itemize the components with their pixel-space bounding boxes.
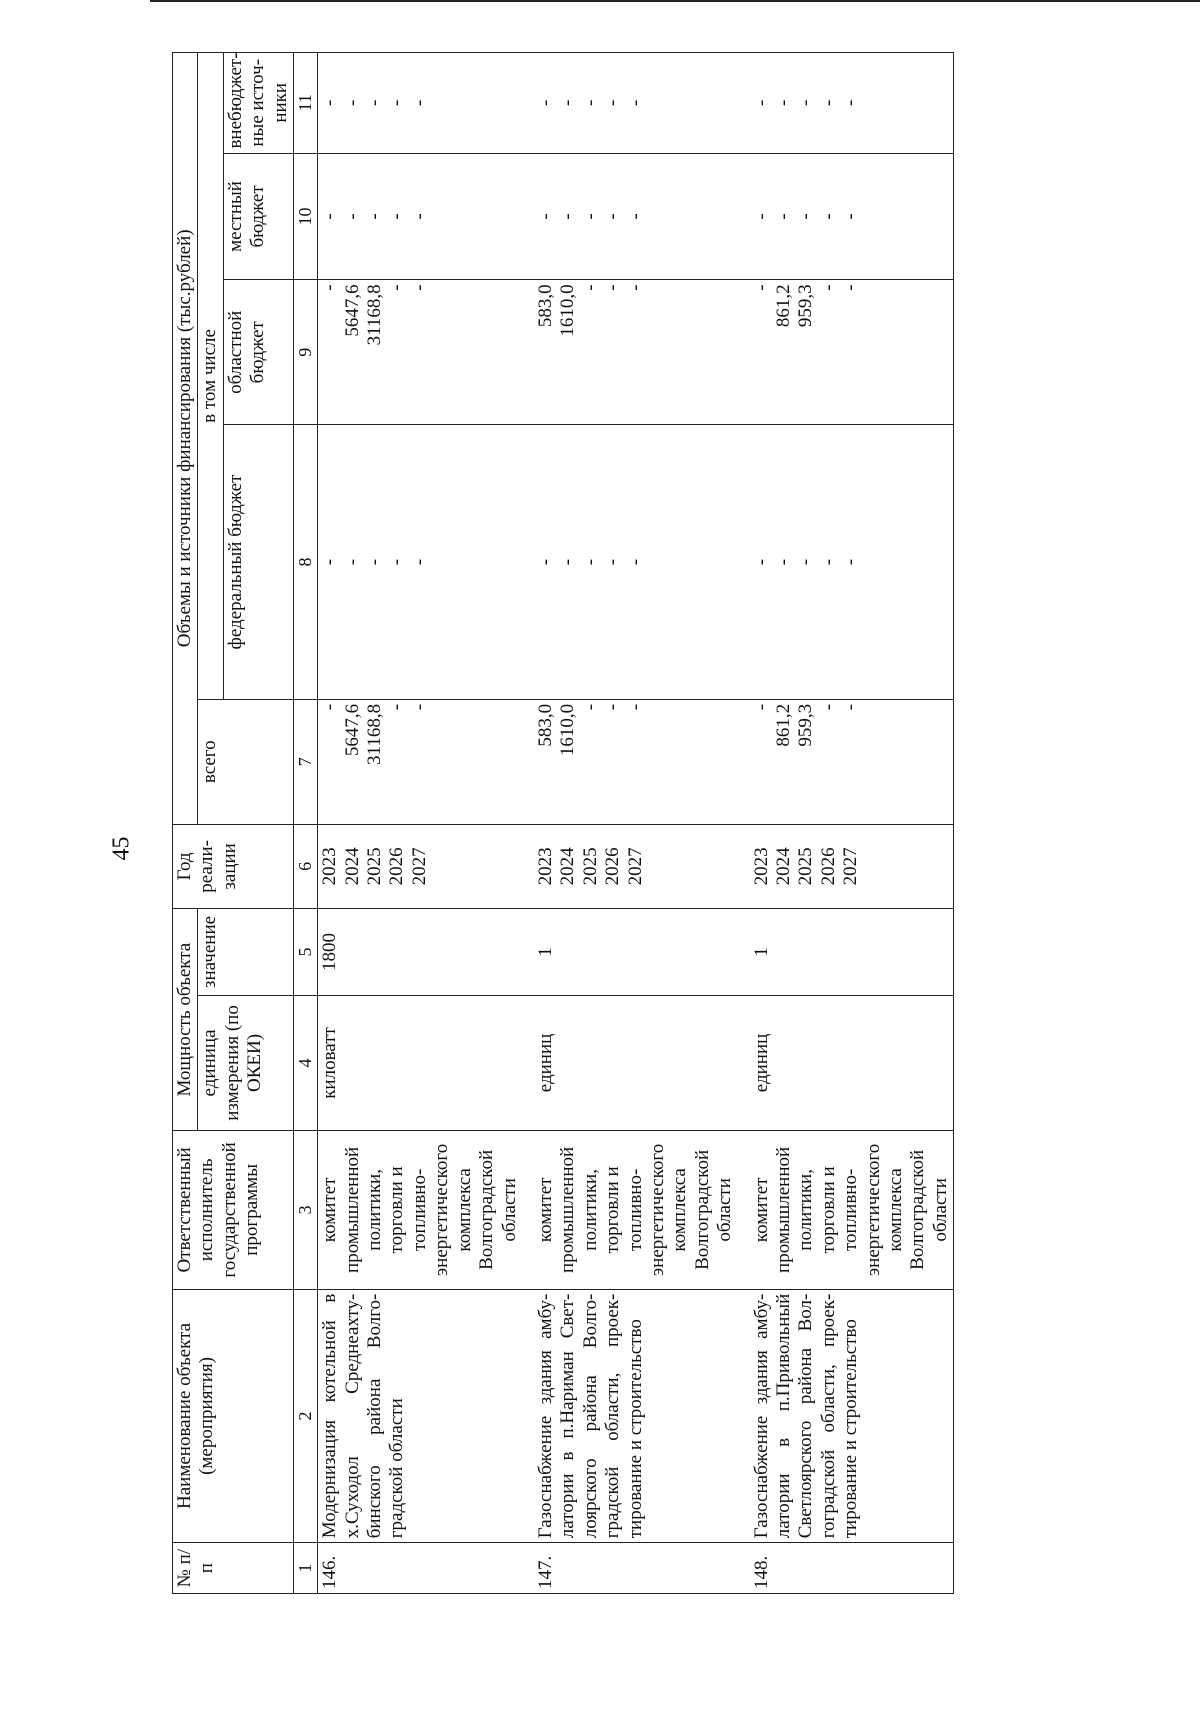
- local-value: -: [579, 213, 601, 220]
- unit: единиц: [750, 995, 954, 1130]
- local-value: -: [534, 213, 556, 220]
- executor: комитет промышленной политики, торговли и топливно-энергетического комплекса Волгоградской области: [318, 1131, 522, 1290]
- federal-value: -: [795, 558, 817, 566]
- colnum-11: 11: [294, 53, 318, 154]
- extra: [534, 53, 738, 154]
- row-number: 148.: [750, 1543, 954, 1594]
- header-federal: федеральный бюджет: [223, 425, 293, 700]
- capacity-value: 1: [750, 909, 954, 996]
- regional-value: -: [817, 284, 839, 291]
- header-total: всего: [198, 699, 294, 824]
- federal-value: -: [386, 558, 408, 566]
- row-number: 146.: [318, 1543, 522, 1594]
- year-cell: 2023: [750, 847, 772, 886]
- capacity-value: 1: [534, 909, 738, 996]
- total-value: 861,2: [772, 703, 794, 747]
- extra-value: -: [750, 99, 772, 106]
- total-value: -: [602, 703, 624, 711]
- unit: единиц: [534, 995, 738, 1130]
- extra-value: -: [602, 99, 624, 106]
- unit: киловатт: [318, 995, 522, 1130]
- total-value: -: [750, 703, 772, 711]
- extra-value: -: [579, 99, 601, 106]
- extra-value: -: [534, 99, 556, 106]
- colnum-6: 6: [294, 824, 318, 909]
- row-number: 147.: [534, 1543, 738, 1594]
- total-value: 5647,6: [341, 703, 363, 757]
- total-value: -: [319, 703, 341, 711]
- regional-value: -: [624, 284, 646, 291]
- executor: комитет промышленной политики, торговли и топливно-энергетического комплекса Волгоградской области: [750, 1131, 954, 1290]
- extra-value: -: [386, 99, 408, 106]
- colnum-10: 10: [294, 153, 318, 280]
- year-cell: 2027: [840, 847, 862, 886]
- total: [534, 699, 738, 824]
- federal: [318, 425, 522, 700]
- regional-value: -: [319, 284, 341, 291]
- total-value: -: [579, 703, 601, 711]
- regional-value: -: [386, 284, 408, 291]
- federal-value: -: [750, 558, 772, 566]
- capacity-value: 1800: [318, 909, 522, 996]
- local-value: -: [408, 213, 430, 220]
- extra-value: -: [624, 99, 646, 106]
- regional-value: -: [408, 284, 430, 291]
- total-value: -: [624, 703, 646, 711]
- colnum-9: 9: [294, 280, 318, 425]
- year-cell: 2027: [624, 847, 646, 886]
- federal-value: -: [364, 558, 386, 566]
- total-value: -: [386, 703, 408, 711]
- object-name: Газоснабжение здания амбу-латории в п.Привольный Светлоярского района Вол-гоградской области, проек-тирование и строительство: [750, 1289, 954, 1543]
- year-cell: 2024: [341, 847, 363, 886]
- federal: [750, 425, 954, 700]
- federal-value: -: [840, 558, 862, 566]
- executor: комитет промышленной политики, торговли и топливно-энергетического комплекса Волгоградской области: [534, 1131, 738, 1290]
- federal-value: -: [408, 558, 430, 566]
- header-financing: Объемы и источники финансирования (тыс.рублей): [173, 53, 198, 825]
- colnum-1: 1: [294, 1543, 318, 1594]
- total-value: 959,3: [795, 703, 817, 747]
- header-regional: областной бюджет: [223, 280, 293, 425]
- table-row: [750, 53, 954, 1594]
- federal-value: -: [817, 558, 839, 566]
- years: [534, 824, 738, 909]
- row-spacer: [522, 53, 534, 1594]
- federal-value: -: [579, 558, 601, 566]
- header-executor: Ответственный исполнитель государственной программы: [173, 1131, 294, 1290]
- regional-value: 959,3: [795, 284, 817, 328]
- regional: [318, 280, 522, 425]
- total-value: -: [408, 703, 430, 711]
- federal-value: -: [602, 558, 624, 566]
- extra: [318, 53, 522, 154]
- extra-value: -: [817, 99, 839, 106]
- regional: [750, 280, 954, 425]
- extra-value: -: [341, 99, 363, 106]
- year-cell: 2026: [817, 847, 839, 886]
- local-value: -: [772, 213, 794, 220]
- total: [750, 699, 954, 824]
- header-local: местный бюджет: [223, 153, 293, 280]
- federal-value: -: [534, 558, 556, 566]
- total-value: 583,0: [534, 703, 556, 747]
- year-cell: 2027: [408, 847, 430, 886]
- extra-value: -: [408, 99, 430, 106]
- extra-value: -: [557, 99, 579, 106]
- year-cell: 2024: [557, 847, 579, 886]
- column-number-row: [294, 53, 318, 1594]
- local-value: -: [386, 213, 408, 220]
- total-value: -: [840, 703, 862, 711]
- local-value: -: [364, 213, 386, 220]
- year-cell: 2025: [364, 847, 386, 886]
- year-cell: 2024: [772, 847, 794, 886]
- local-value: -: [795, 213, 817, 220]
- extra-value: -: [364, 99, 386, 106]
- colnum-8: 8: [294, 425, 318, 700]
- header-value: значение: [198, 909, 294, 996]
- header-extra: внебюджет-ные источ-ники: [223, 53, 293, 154]
- colnum-7: 7: [294, 699, 318, 824]
- federal-value: -: [319, 558, 341, 566]
- financing-table: [172, 52, 954, 1594]
- local-value: -: [319, 213, 341, 220]
- extra-value: -: [319, 99, 341, 106]
- extra-value: -: [840, 99, 862, 106]
- header-unit: единица измерения (по ОКЕИ): [198, 995, 294, 1130]
- table-row: [534, 53, 738, 1594]
- row-spacer: [738, 53, 750, 1594]
- extra-value: -: [795, 99, 817, 106]
- table-row: [318, 53, 522, 1594]
- federal-value: -: [772, 558, 794, 566]
- header-capacity: Мощность объекта: [173, 909, 198, 1131]
- extra: [750, 53, 954, 154]
- federal-value: -: [624, 558, 646, 566]
- regional-value: -: [579, 284, 601, 291]
- year-cell: 2025: [579, 847, 601, 886]
- header-num: № п/п: [173, 1543, 294, 1594]
- regional-value: -: [750, 284, 772, 291]
- local-value: -: [840, 213, 862, 220]
- year-cell: 2023: [319, 847, 341, 886]
- local-value: -: [750, 213, 772, 220]
- local-value: -: [602, 213, 624, 220]
- federal: [534, 425, 738, 700]
- header-name: Наименование объекта (мероприятия): [173, 1289, 294, 1543]
- regional-value: 31168,8: [364, 284, 386, 346]
- regional-value: -: [840, 284, 862, 291]
- year-cell: 2023: [534, 847, 556, 886]
- header-including: в том числе: [198, 53, 223, 700]
- extra-value: -: [772, 99, 794, 106]
- regional-value: 861,2: [772, 284, 794, 328]
- regional-value: 583,0: [534, 284, 556, 328]
- colnum-2: 2: [294, 1289, 318, 1543]
- year-cell: 2026: [602, 847, 624, 886]
- header-row-1: [173, 53, 198, 1594]
- local-value: -: [557, 213, 579, 220]
- total: [318, 699, 522, 824]
- regional: [534, 280, 738, 425]
- total-value: 31168,8: [364, 703, 386, 765]
- years: [318, 824, 522, 909]
- years: [750, 824, 954, 909]
- header-year: Год реали-зации: [173, 824, 294, 909]
- page-number: 45: [108, 836, 135, 861]
- local: [750, 153, 954, 280]
- colnum-5: 5: [294, 909, 318, 996]
- year-cell: 2025: [795, 847, 817, 886]
- local-value: -: [817, 213, 839, 220]
- year-cell: 2026: [386, 847, 408, 886]
- local-value: -: [341, 213, 363, 220]
- total-value: -: [817, 703, 839, 711]
- object-name: Модернизация котельной в х.Суходол Среднеахту-бинского района Волго-градской области: [318, 1289, 522, 1543]
- local: [534, 153, 738, 280]
- colnum-4: 4: [294, 995, 318, 1130]
- local: [318, 153, 522, 280]
- total-value: 1610,0: [557, 703, 579, 757]
- federal-value: -: [557, 558, 579, 566]
- regional-value: 5647,6: [341, 284, 363, 337]
- colnum-3: 3: [294, 1131, 318, 1290]
- regional-value: 1610,0: [557, 284, 579, 337]
- local-value: -: [624, 213, 646, 220]
- regional-value: -: [602, 284, 624, 291]
- object-name: Газоснабжение здания амбу-латории в п.Нариман Свет-лоярского района Волго-градской области, проек-тирование и строительство: [534, 1289, 738, 1543]
- federal-value: -: [341, 558, 363, 566]
